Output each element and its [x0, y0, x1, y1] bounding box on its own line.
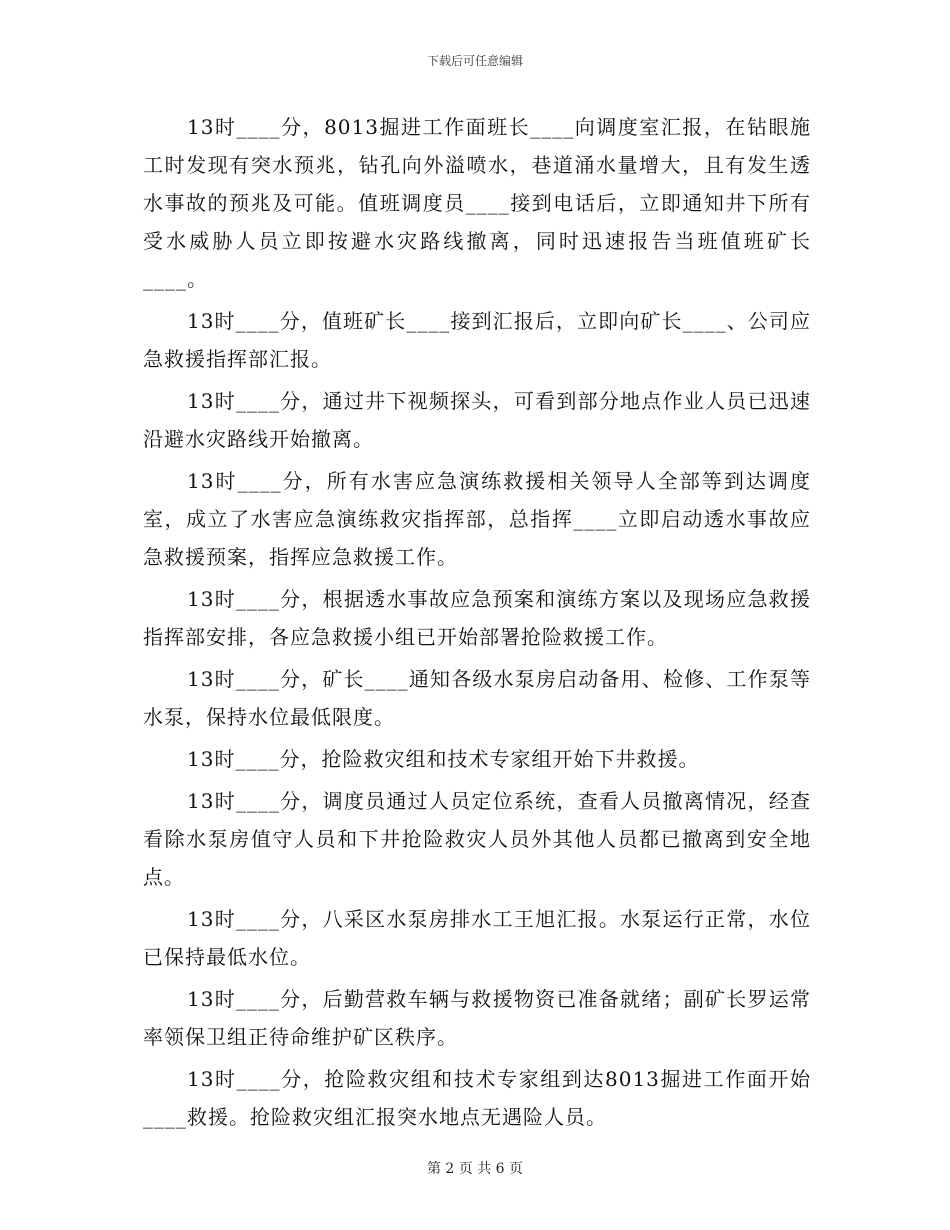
paragraph: 13时____分，所有水害应急演练救援相关领导人全部等到达调度室，成立了水害应急演练救灾指挥部，总指挥____立即启动透水事故应急救援预案，指挥应急救援工作。	[143, 469, 811, 569]
paragraph: 13时____分，八采区水泵房排水工王旭汇报。水泵运行正常，水位已保持最低水位。	[143, 907, 811, 969]
paragraph: 13时____分，抢险救灾组和技术专家组到达8013掘进工作面开始____救援。抢险救灾组汇报突水地点无遇险人员。	[143, 1067, 811, 1129]
paragraph: 13时____分，根据透水事故应急预案和演练方案以及现场应急救援指挥部安排，各应急救援小组已开始部署抢险救援工作。	[143, 587, 811, 649]
page-number: 第 2 页 共 6 页	[426, 1161, 524, 1177]
paragraph: 13时____分，后勤营救车辆与救援物资已准备就绪；副矿长罗运常率领保卫组正待命维护矿区秩序。	[143, 987, 811, 1049]
paragraph: 13时____分，调度员通过人员定位系统，查看人员撤离情况，经查看除水泵房值守人员和下井抢险救灾人员外其他人员都已撤离到安全地点。	[143, 789, 811, 889]
paragraph: 13时____分，矿长____通知各级水泵房启动备用、检修、工作泵等水泵，保持水位最低限度。	[143, 667, 811, 729]
paragraph: 13时____分，8013掘进工作面班长____向调度室汇报，在钻眼施工时发现有突水预兆，钻孔向外溢喷水，巷道涌水量增大，且有发生透水事故的预兆及可能。值班调度员____接到电话后，立即通知井下所有受水威胁人员立即按避水灾路线撤离，同时迅速报告当班值班矿长____。	[143, 115, 811, 291]
document-body	[143, 108, 811, 1140]
paragraph: 13时____分，值班矿长____接到汇报后，立即向矿长____、公司应急救援指挥部汇报。	[143, 309, 811, 371]
page-header-note: 下载后可任意编辑	[426, 54, 523, 68]
paragraph: 13时____分，通过井下视频探头，可看到部分地点作业人员已迅速沿避水灾路线开始撤离。	[143, 389, 811, 451]
paragraph: 13时____分，抢险救灾组和技术专家组开始下井救援。	[187, 747, 700, 771]
